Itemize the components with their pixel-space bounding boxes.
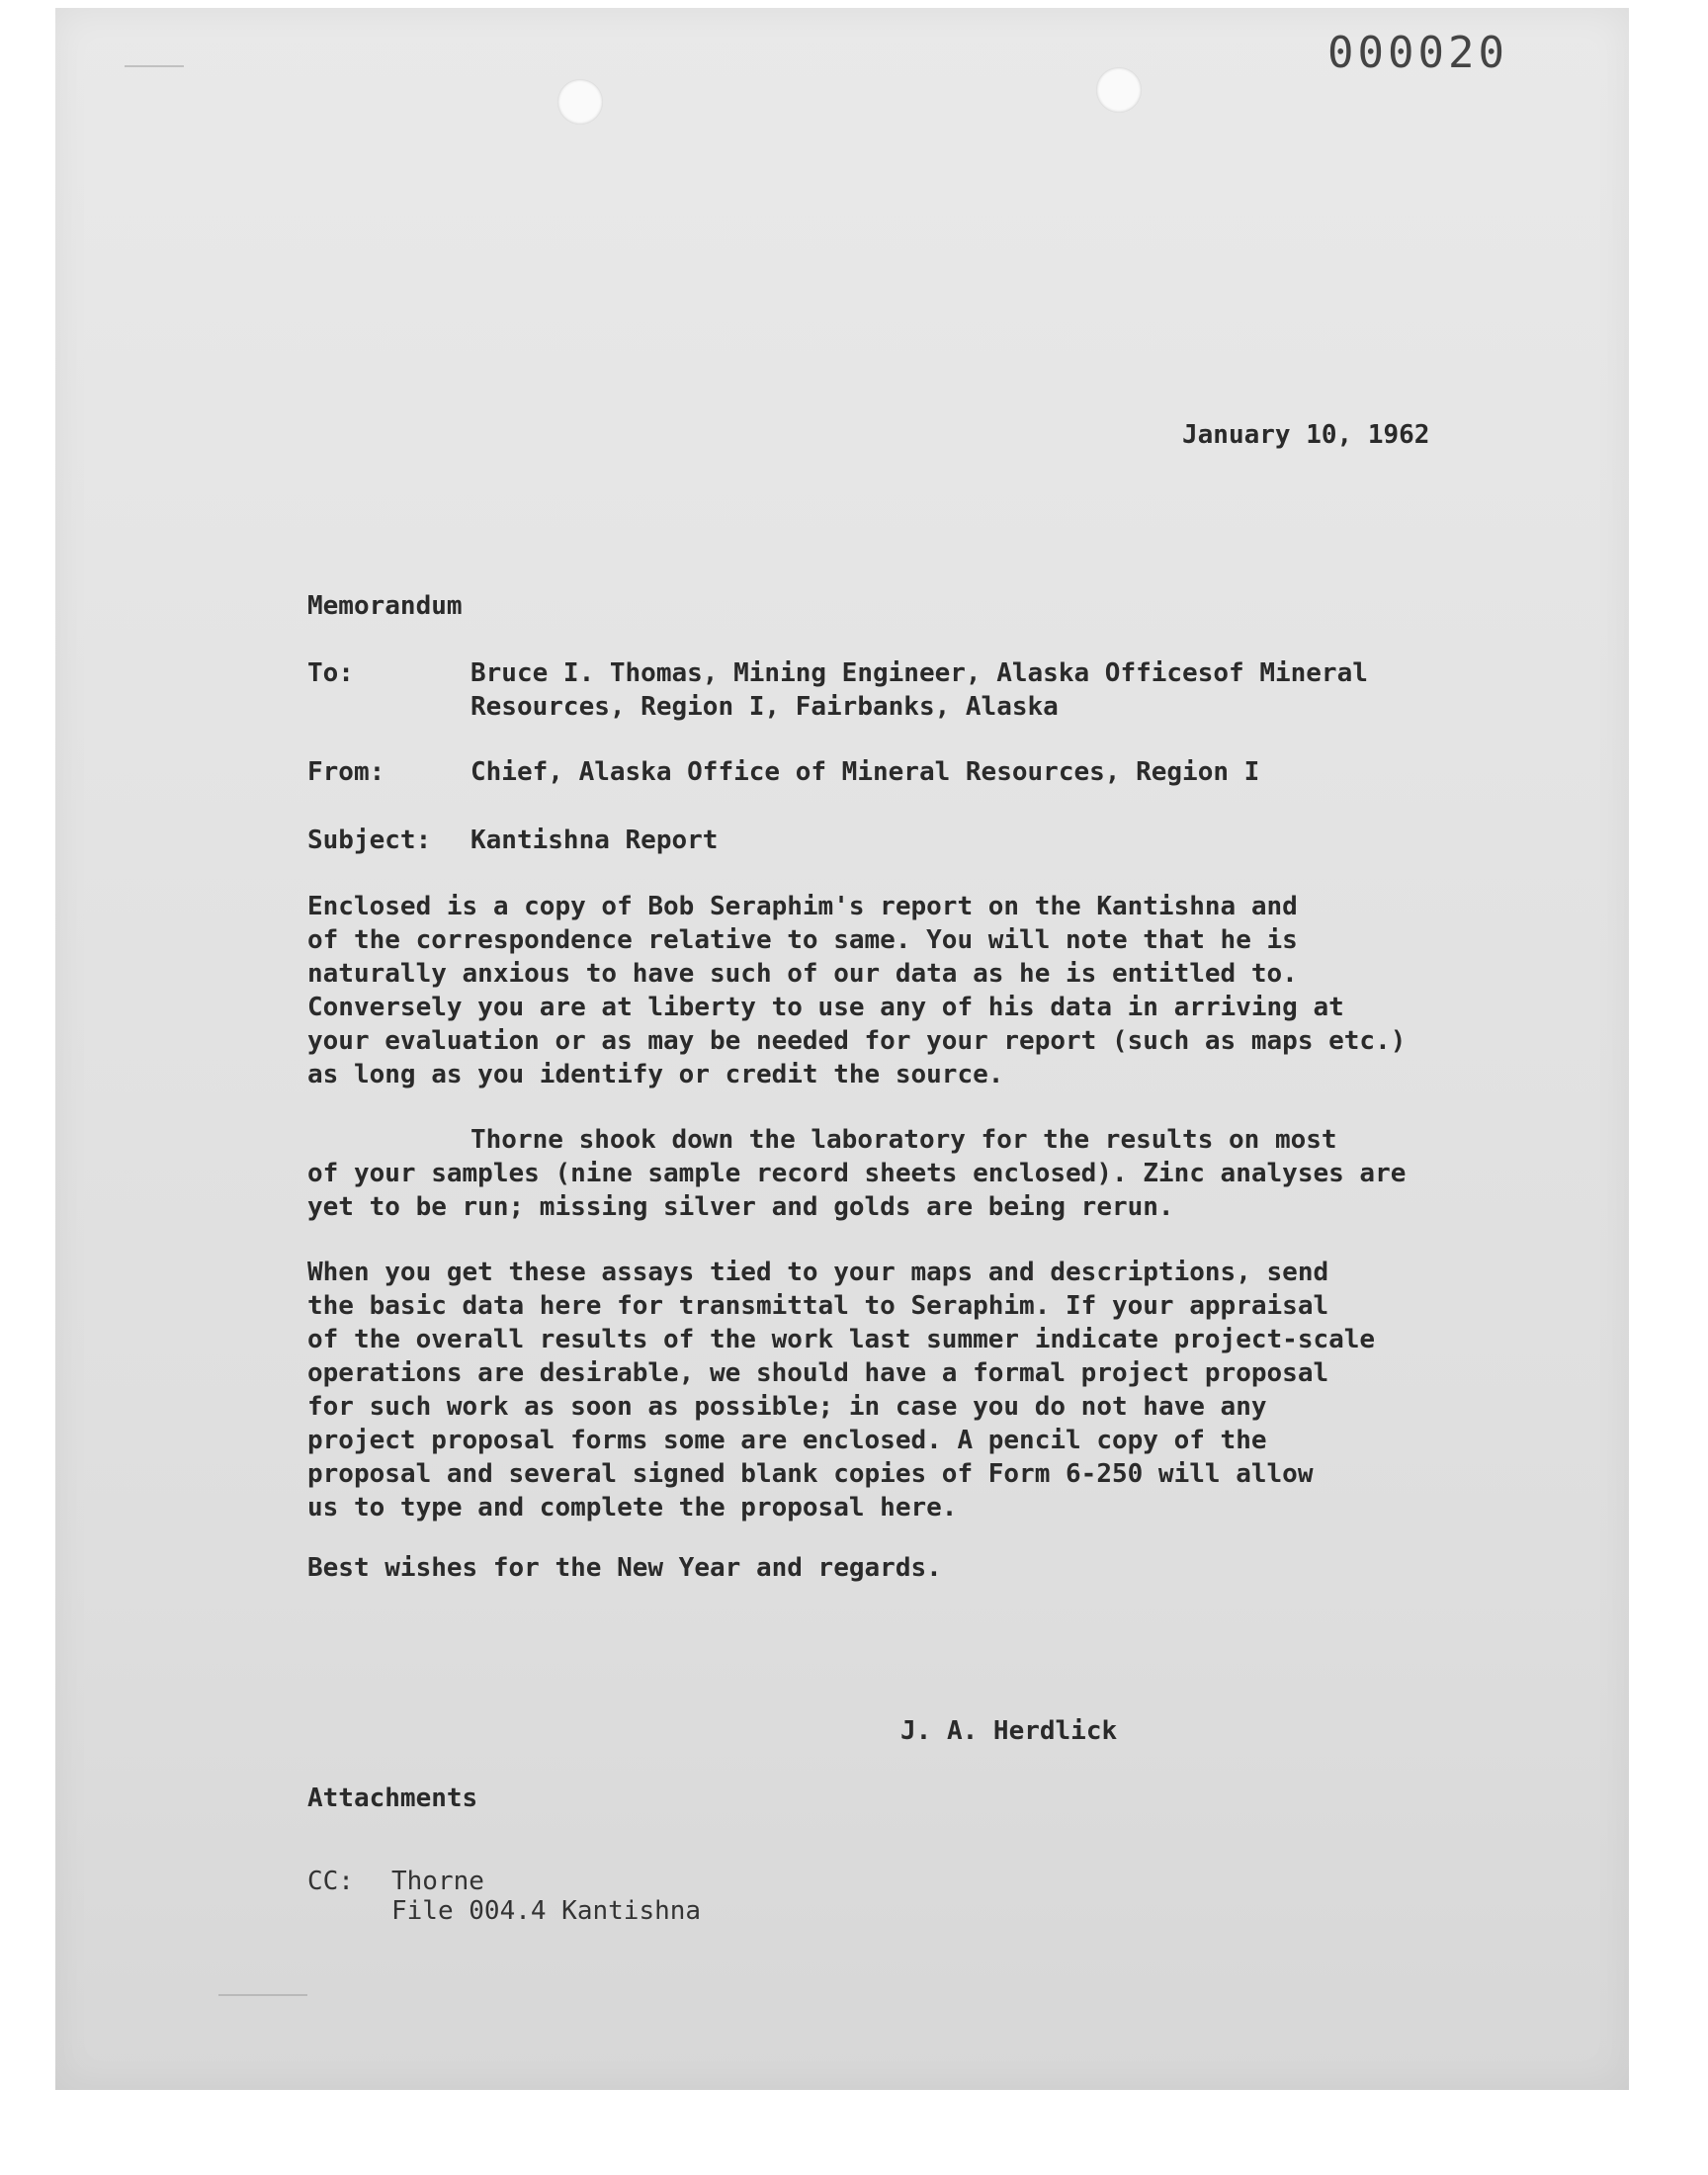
from-label: From: xyxy=(307,757,385,787)
body-paragraph-2: Thorne shook down the laboratory for the results on most of your samples (nine sample record sheets enclosed). Zinc analyses are yet to be run; missing silver and golds are being rerun. xyxy=(307,1125,1407,1222)
cc-label: CC: xyxy=(307,1867,354,1896)
memo-date: January 10, 1962 xyxy=(1182,420,1430,450)
to-label: To: xyxy=(307,658,354,688)
body-paragraph-3: When you get these assays tied to your maps and descriptions, send the basic data here for transmittal to Seraphim. If your appraisal of the overall results of the work last summer indicate project-scale operations are desirable, we should have a formal project proposal for such work as soon as possible; in case you do not have any project proposal forms some are enclosed. A pencil copy of the proposal and several signed blank copies of Form 6-250 will allow us to type and complete the proposal here. xyxy=(307,1258,1376,1522)
document-page xyxy=(55,8,1629,2090)
from-value: Chief, Alaska Office of Mineral Resources, Region I xyxy=(470,757,1260,787)
subject-label: Subject: xyxy=(307,826,432,855)
page-stamp-number: 000020 xyxy=(1327,28,1508,78)
cc-entry: Thorne xyxy=(391,1867,484,1896)
punch-hole-left xyxy=(557,79,603,125)
to-value: Bruce I. Thomas, Mining Engineer, Alaska Officesof Mineral Resources, Region I, Fairbanks, Alaska xyxy=(470,658,1368,722)
body-paragraph-1: Enclosed is a copy of Bob Seraphim's report on the Kantishna and of the correspondence relative to same. You will note that he is naturally anxious to have such of our data as he is entitled to. Conversely you are at liberty to use any of his data in arriving at your evaluation or as may be needed for your report (such as maps etc.) as long as you identify or credit the source. xyxy=(307,892,1407,1089)
signature-name: J. A. Herdlick xyxy=(900,1716,1118,1746)
cc-entries xyxy=(391,1867,701,1926)
subject-value: Kantishna Report xyxy=(470,826,719,855)
closing-line: Best wishes for the New Year and regards. xyxy=(307,1553,942,1583)
punch-hole-right xyxy=(1096,67,1142,113)
smudge-mark xyxy=(125,65,184,67)
smudge-mark xyxy=(218,1994,307,1996)
cc-entry: File 004.4 Kantishna xyxy=(391,1896,702,1926)
attachments-label: Attachments xyxy=(307,1784,478,1813)
memo-title: Memorandum xyxy=(307,591,463,621)
